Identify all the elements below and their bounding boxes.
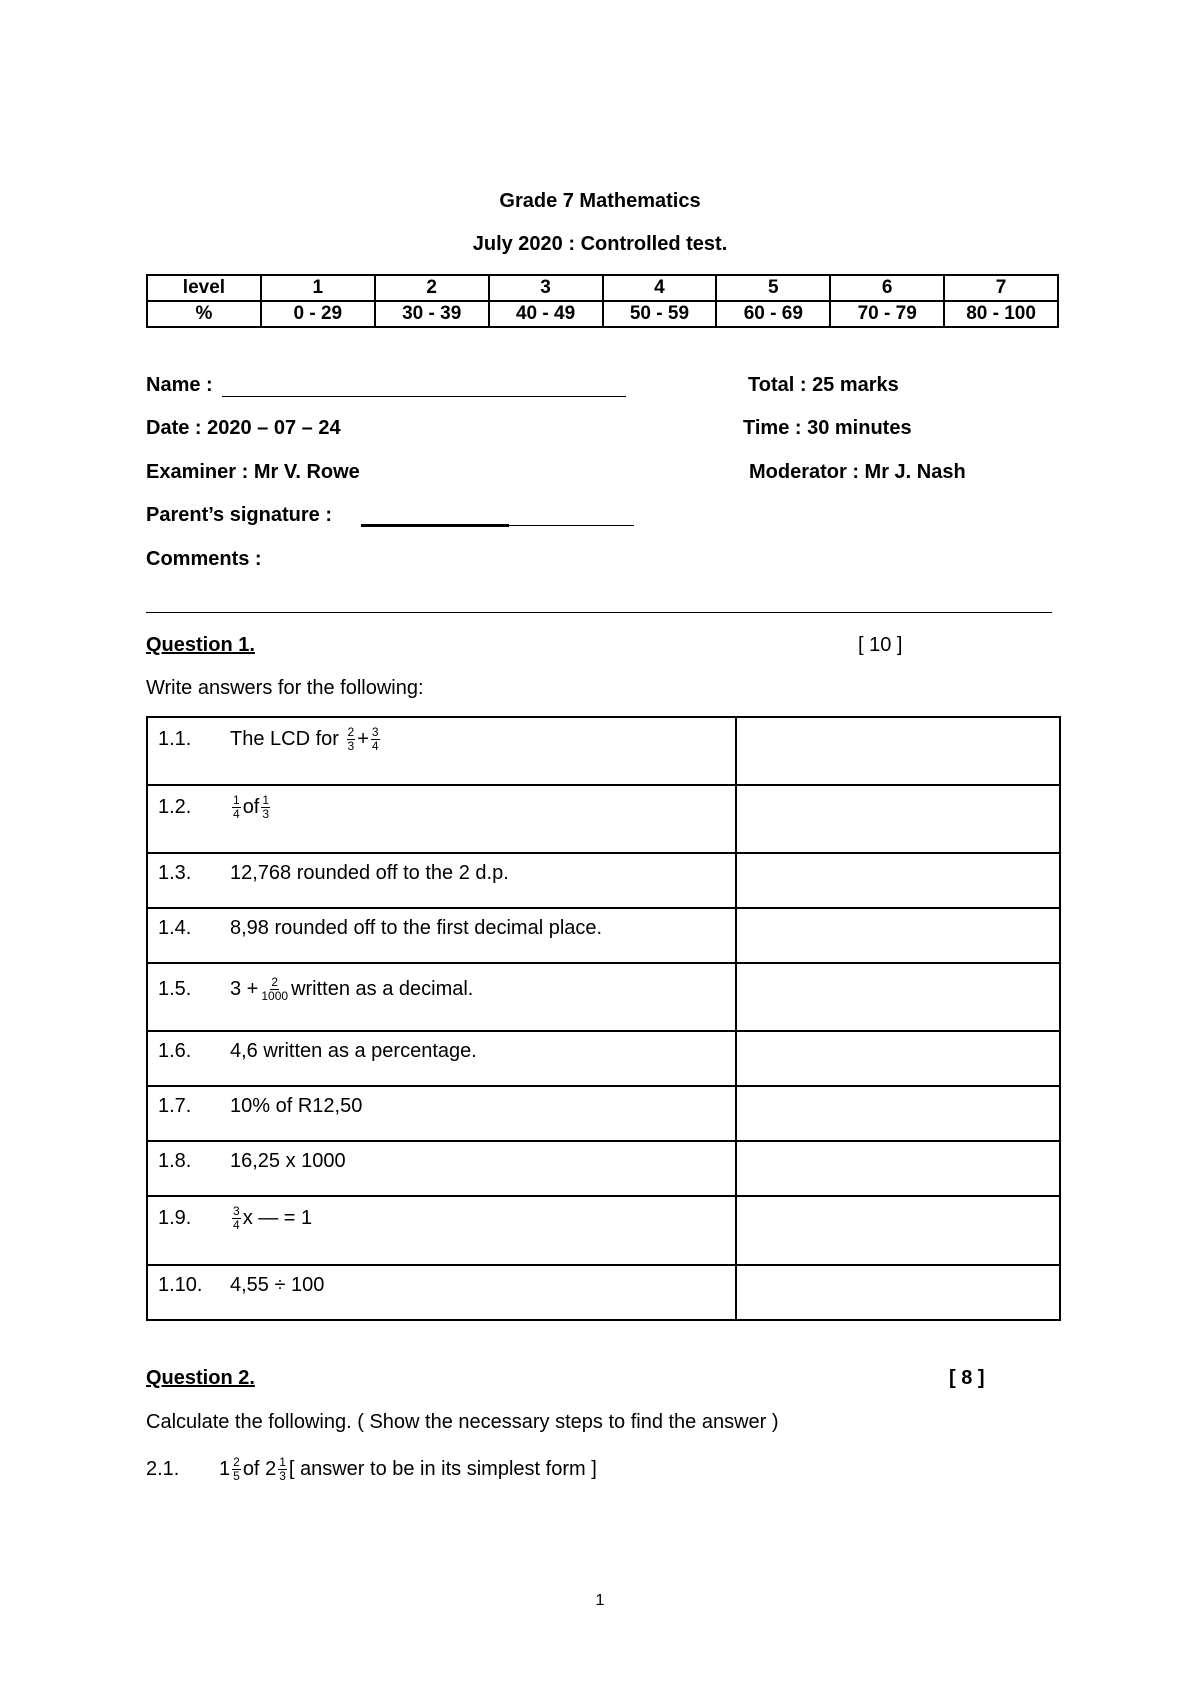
question-text: 10% of R12,50 [230,1095,363,1117]
numerator: 1 [279,1455,286,1469]
question-number: 1.2. [158,795,192,818]
fraction [278,1456,287,1483]
question-cell [147,1196,736,1265]
page-title: Grade 7 Mathematics [499,190,701,212]
question-cell [147,1031,736,1086]
level-cell: 1 [261,275,375,301]
percent-cell: 40 - 49 [489,301,603,327]
parent-signature-label: Parent’s signature : [146,504,332,526]
table-row [147,853,1060,908]
question1-heading: Question 1. [146,634,255,656]
numerator: 2 [233,1455,240,1469]
fraction [232,1205,241,1232]
fraction [232,1456,241,1483]
percent-cell: 50 - 59 [603,301,717,327]
examiner: Examiner : Mr V. Rowe [146,461,360,483]
numerator: 1 [233,793,240,807]
test-date: Date : 2020 – 07 – 24 [146,417,341,439]
table-row [147,1265,1060,1320]
table-row [147,785,1060,853]
question-cell [147,785,736,853]
level-cell: 6 [830,275,944,301]
table-row [147,1141,1060,1196]
answer-cell[interactable] [736,1086,1060,1141]
answer-cell[interactable] [736,1265,1060,1320]
signature-line[interactable] [509,525,634,526]
question-text: 12,768 rounded off to the 2 d.p. [230,862,509,884]
denominator: 3 [279,1469,286,1483]
percent-header-cell: % [147,301,261,327]
fraction [261,794,270,821]
page-subtitle: July 2020 : Controlled test. [472,233,728,255]
numerator: 3 [233,1204,240,1218]
question-number: 1.8. [158,1150,192,1172]
question-cell [147,1265,736,1320]
percent-cell: 60 - 69 [716,301,830,327]
denominator: 4 [371,739,379,753]
table-row [147,963,1060,1031]
question-number: 1.3. [158,862,192,884]
numerator: 1 [262,793,270,807]
total-marks: Total : 25 marks [748,374,899,396]
question2-instruction: Calculate the following. ( Show the necessary steps to find the answer ) [146,1411,779,1433]
percent-cell: 30 - 39 [375,301,489,327]
table-row [147,1196,1060,1265]
moderator: Moderator : Mr J. Nash [749,461,966,483]
levels-row-level [147,275,1058,301]
question-text: [ answer to be in its simplest form ] [288,1457,597,1480]
table-row [147,908,1060,963]
denominator: 5 [233,1469,240,1483]
answer-cell[interactable] [736,963,1060,1031]
question-number: 2.1. [146,1457,180,1480]
answer-cell[interactable] [736,853,1060,908]
question-number: 1.9. [158,1206,192,1229]
denominator: 4 [233,1218,240,1232]
question2-item [146,1456,597,1483]
question1-instruction: Write answers for the following: [146,677,424,699]
question-number: 1.5. [158,977,192,1000]
numerator: 3 [371,725,379,739]
level-cell: 7 [944,275,1058,301]
operator: + [357,727,369,750]
question-number: 1.6. [158,1040,192,1062]
answer-cell[interactable] [736,908,1060,963]
answer-cell[interactable] [736,1196,1060,1265]
table-row [147,1086,1060,1141]
question1-marks: [ 10 ] [858,634,903,656]
question2-heading: Question 2. [146,1367,255,1389]
comments-label: Comments : [146,548,262,570]
levels-row-percent [147,301,1058,327]
question-text: 8,98 rounded off to the first decimal place. [230,917,603,939]
percent-cell: 0 - 29 [261,301,375,327]
fraction [260,976,289,1003]
percent-cell: 80 - 100 [944,301,1058,327]
name-line[interactable] [222,396,626,397]
level-header-cell: level [147,275,261,301]
whole-number: 2 [265,1457,277,1480]
denominator: 4 [233,807,240,821]
question2-marks: [ 8 ] [949,1367,985,1389]
question1-table [146,716,1061,1321]
fraction [232,794,241,821]
level-cell: 4 [603,275,717,301]
level-cell: 3 [489,275,603,301]
question-text: 4,55 ÷ 100 [230,1274,325,1296]
denominator: 1000 [261,989,289,1003]
question-number: 1.1. [158,727,192,750]
question-number: 1.10. [158,1274,203,1296]
question-cell [147,1086,736,1141]
answer-cell[interactable] [736,717,1060,785]
page-number: 1 [595,1592,605,1609]
denominator: 3 [262,807,270,821]
question-number: 1.7. [158,1095,192,1117]
signature-line-bold[interactable] [361,524,509,527]
question-prefix: 3 + [230,977,259,1000]
numerator: 2 [347,725,355,739]
answer-cell[interactable] [736,1141,1060,1196]
question-text: x — = 1 [242,1206,313,1229]
levels-table [146,274,1059,328]
test-time: Time : 30 minutes [743,417,912,439]
comments-line[interactable] [146,612,1052,613]
percent-cell: 70 - 79 [830,301,944,327]
table-row [147,1031,1060,1086]
level-cell: 5 [716,275,830,301]
answer-cell[interactable] [736,785,1060,853]
question-number: 1.4. [158,917,192,939]
question-cell [147,717,736,785]
fraction [347,726,356,753]
question-text: of [242,795,260,818]
question-text: 16,25 x 1000 [230,1150,346,1172]
name-label: Name : [146,374,213,396]
question-cell [147,853,736,908]
level-cell: 2 [375,275,489,301]
whole-number: 1 [219,1457,231,1480]
answer-cell[interactable] [736,1031,1060,1086]
question-text: The LCD for [230,727,339,750]
question-cell [147,908,736,963]
fraction [371,726,380,753]
of-word: of [242,1457,260,1480]
table-row [147,717,1060,785]
question-cell [147,1141,736,1196]
question-text: 4,6 written as a percentage. [230,1040,477,1062]
denominator: 3 [347,739,355,753]
numerator: 2 [271,975,279,989]
question-cell [147,963,736,1031]
question-text: written as a decimal. [291,977,474,1000]
